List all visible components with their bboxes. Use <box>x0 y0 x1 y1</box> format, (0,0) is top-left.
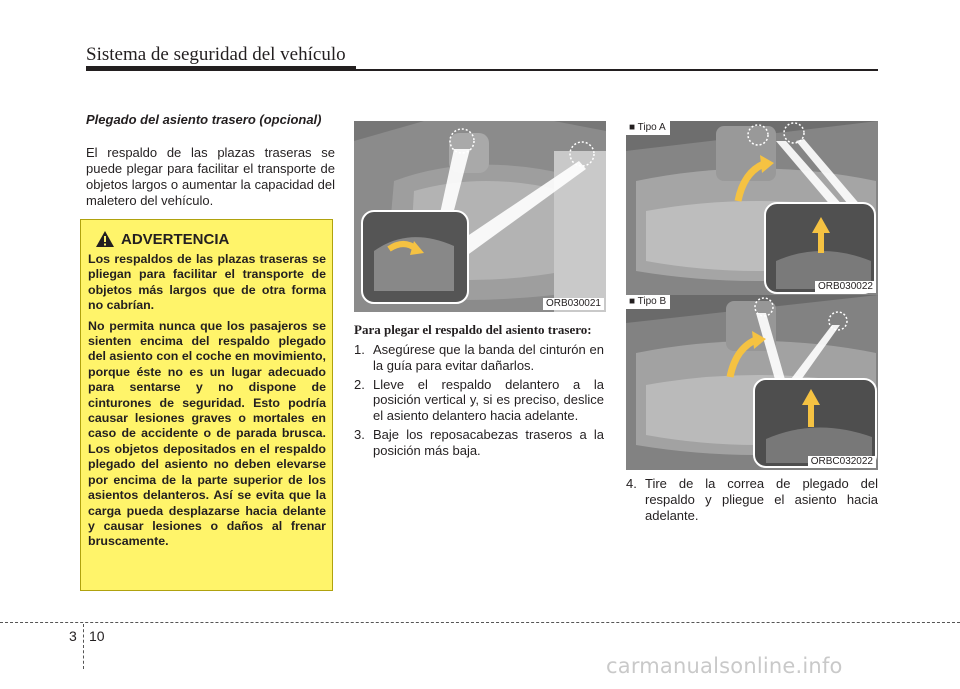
warning-paragraph: No permita nunca que los pasajeros se sienten encima del respaldo plegado del asiento con el coche en movimiento, porque éste no es un lugar adecuado para sentarse y no dispone de cinturones de seguridad. Esto podría causar lesiones graves o mortales en caso de accidente o de parada brusca. Los objetos depositados en el respaldo plegado del asiento no deben elevarse por encima de la parte superior de los asientos delanteros. Así se evita que la carga pueda desplazarse hacia delante y causar lesiones o daños al frenar bruscamente. <box>88 318 326 549</box>
instructions-title: Para plegar el respaldo del asiento trasero: <box>354 322 592 337</box>
figure-tipo-a-photo <box>626 121 878 295</box>
warning-title: ADVERTENCIA <box>121 230 230 248</box>
footer-rule <box>0 622 960 623</box>
step-text: Asegúrese que la banda del cinturón en la guía para evitar dañarlos. <box>373 342 604 373</box>
header-rule-thin <box>356 69 878 71</box>
step-number: 3. <box>354 426 365 442</box>
seat-illustration-tipo-b <box>626 295 878 470</box>
figure-rear-seat-photo <box>354 121 606 312</box>
figure-code: ORB030021 <box>543 298 604 310</box>
instruction-step <box>354 427 604 459</box>
step-text: Tire de la correa de plegado del respaldo y pliegue el asiento hacia adelante. <box>645 476 878 523</box>
page-header-title: Sistema de seguridad del vehículo <box>86 44 346 65</box>
figure-code: ORB030022 <box>815 281 876 293</box>
figure-label: ■ Tipo B <box>626 295 670 309</box>
step-text: Baje los reposacabezas traseros a la posición más baja. <box>373 426 604 458</box>
section-title: Plegado del asiento trasero (opcional) <box>86 112 322 127</box>
figure-label: ■ Tipo A <box>626 121 670 135</box>
instruction-step <box>354 342 604 374</box>
warning-triangle-icon <box>95 230 115 248</box>
figure-tipo-b-photo <box>626 295 878 470</box>
warning-body <box>88 252 326 555</box>
watermark: carmanualsonline.info <box>606 654 843 678</box>
instruction-list <box>354 342 604 462</box>
step-number: 4. <box>626 476 637 491</box>
warning-header <box>95 228 229 250</box>
warning-box <box>80 219 333 591</box>
page-number: 10 <box>89 628 105 644</box>
instruction-step <box>354 377 604 424</box>
page-chapter: 3 <box>69 628 77 644</box>
step-number: 2. <box>354 376 365 392</box>
footer-divider <box>83 624 84 669</box>
section-intro: El respaldo de las plazas traseras se puede plegar para facilitar el transporte de objetos largos o aumentar la capacidad del maletero del vehículo. <box>86 145 335 208</box>
step-number: 1. <box>354 342 365 357</box>
seat-illustration-tipo-a <box>626 121 878 295</box>
warning-paragraph: Los respaldos de las plazas traseras se pliegan para facilitar el transporte de objetos más largos que de otra forma no cabrían. <box>88 252 326 313</box>
instruction-list-continued <box>626 476 878 526</box>
header-rule <box>86 66 356 71</box>
seat-illustration <box>354 121 606 312</box>
figure-code: ORBC032022 <box>808 456 876 468</box>
step-text: Lleve el respaldo delantero a la posición vertical y, si es preciso, deslice el asiento delantero hacia adelante. <box>373 376 604 424</box>
instruction-step <box>626 476 878 523</box>
